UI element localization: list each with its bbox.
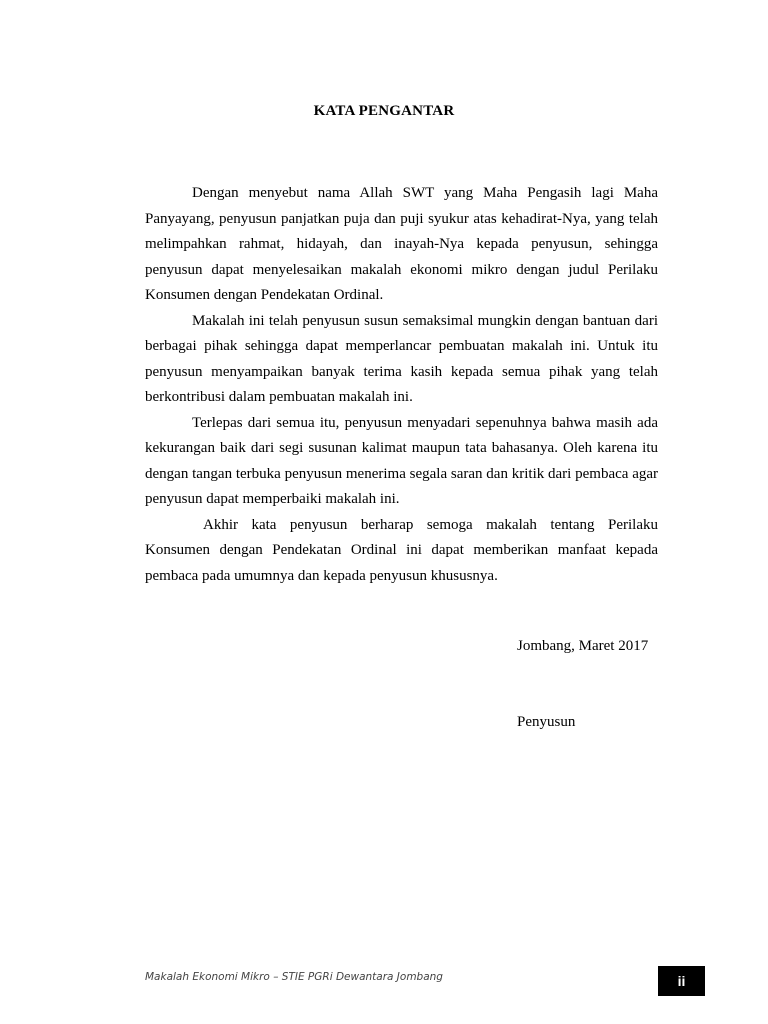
footer-text: Makalah Ekonomi Mikro – STIE PGRi Dewantara Jombang — [145, 971, 443, 983]
place-date: Jombang, Maret 2017 — [517, 638, 649, 654]
paragraph-limitations: Terlepas dari semua itu, penyusun menyadari sepenuhnya bahwa masih ada kekurangan baik dari segi susunan kalimat maupun tata bahasanya. Oleh karena itu dengan tangan terbuka penyusun menerima segala saran dan kritik dari pembaca agar penyusun dapat memperbaiki makalah ini. — [145, 414, 658, 507]
paragraph-opening: Dengan menyebut nama Allah SWT yang Maha Pengasih lagi Maha Panyayang, penyusun panjatkan puja dan puji syukur atas kehadirat-Nya, yang telah melimpahkan rahmat, hidayah, dan inayah-Nya kepada penyusun, sehingga penyusun dapat menyelesaikan makalah ekonomi mikro dengan judul Perilaku Konsumen dengan Pendekatan Ordinal. — [145, 185, 658, 303]
page-number-badge — [658, 966, 705, 996]
page-number: ii — [677, 973, 686, 989]
page-title: KATA PENGANTAR — [313, 103, 455, 119]
document-body — [145, 181, 658, 589]
paragraph-acknowledgement: Makalah ini telah penyusun susun semaksimal mungkin dengan bantuan dari berbagai pihak sehingga dapat memperlancar pembuatan makalah ini. Untuk itu penyusun menyampaikan banyak terima kasih kepada semua pihak yang telah berkontribusi dalam pembuatan makalah ini. — [145, 312, 658, 405]
signer-label: Penyusun — [517, 714, 576, 730]
paragraph-closing: Akhir kata penyusun berharap semoga makalah tentang Perilaku Konsumen dengan Pendekatan Ordinal ini dapat memberikan manfaat kepada pembaca pada umumnya dan kepada penyusun khususnya. — [145, 516, 658, 584]
